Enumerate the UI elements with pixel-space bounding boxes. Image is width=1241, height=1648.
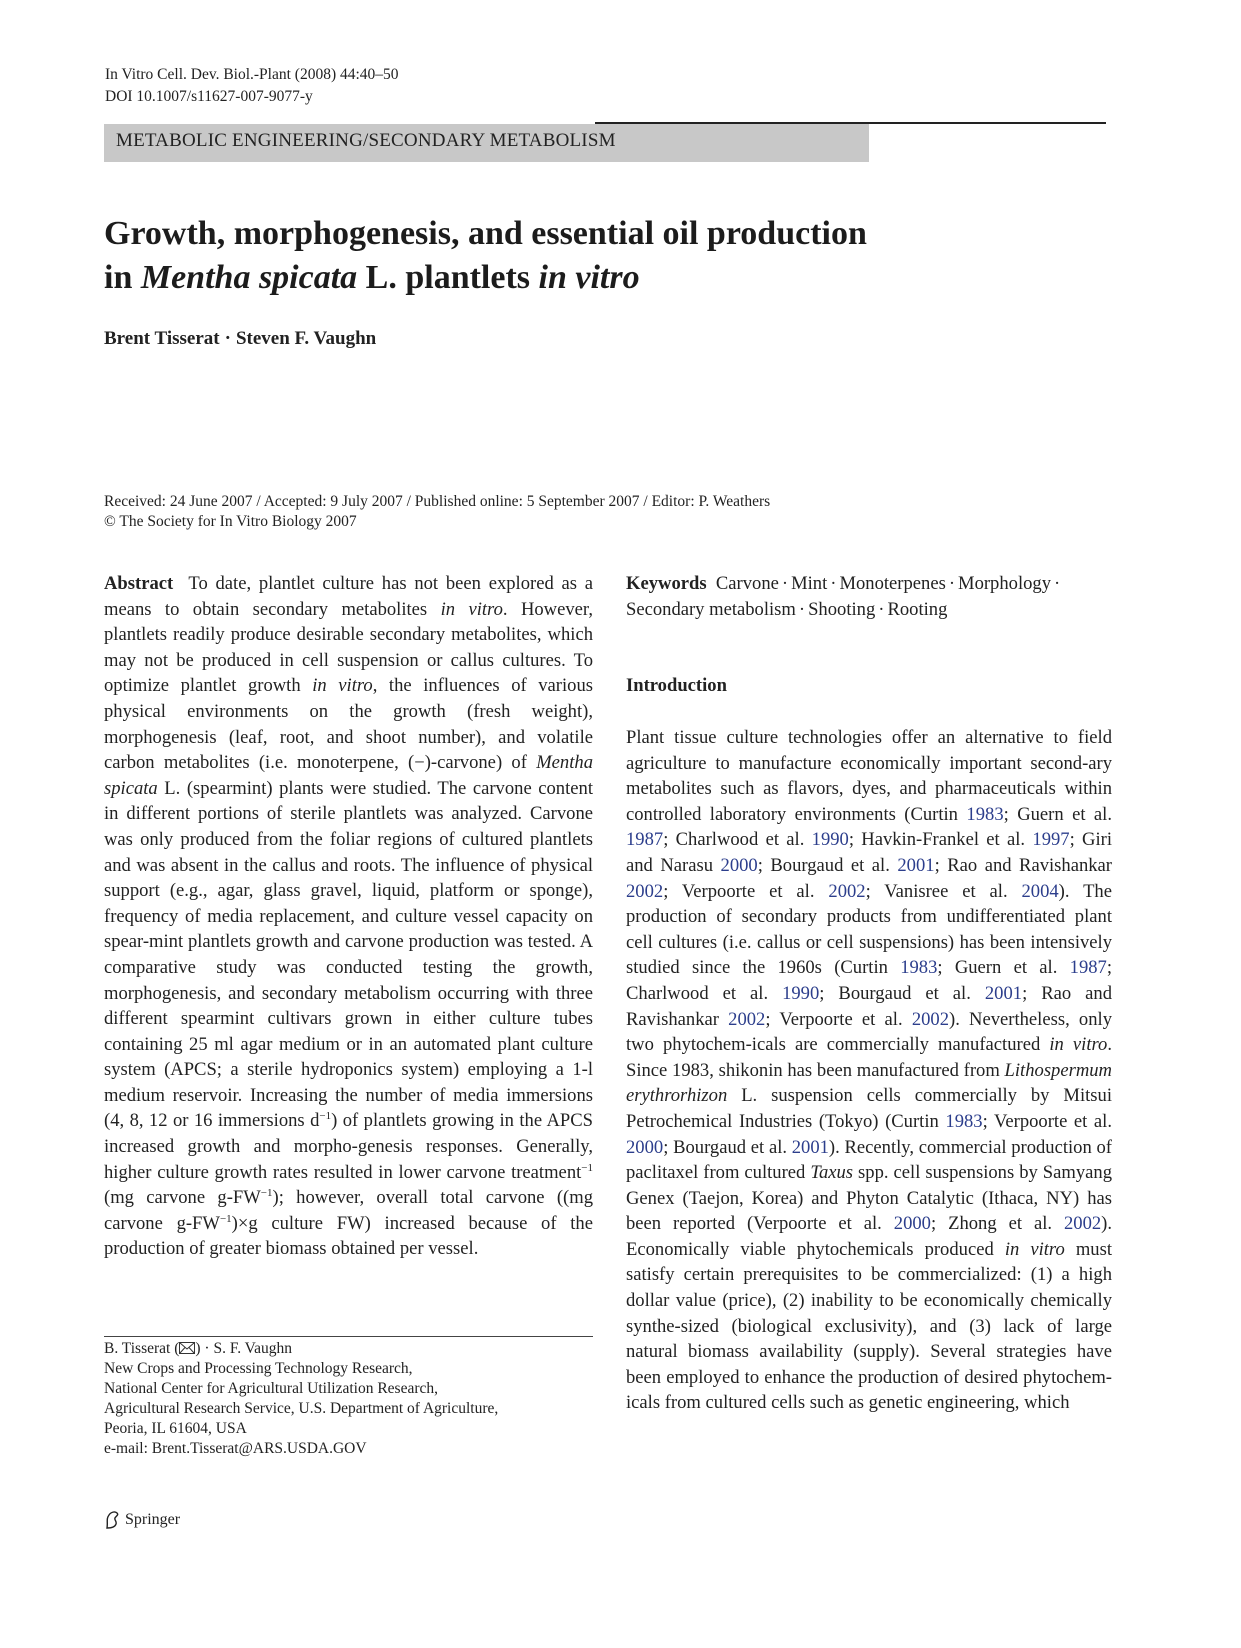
intro-text: L. suspension cells commercially by Mitsui Petrochemical Industries (Tokyo) (Curtin <box>626 1085 1112 1132</box>
footnote-text: B. Tisserat ( <box>104 1340 180 1357</box>
intro-text: must satisfy certain prerequisites to be commercialized: (1) a high dollar value (price), (2) inability to be economically chemically synthe-sized (biological exclusivity), and (3) lack of large natural biomass availability (supply). Several strategies have been employed to enhance the production of desired phytochem-icals from cultured cells such as genetic engineering, which <box>626 1238 1112 1414</box>
citation-link[interactable]: 1987 <box>626 829 664 851</box>
section-banner <box>104 124 869 162</box>
affiliation-line: National Center for Agricultural Utilization Research, <box>104 1380 438 1397</box>
citation-link[interactable]: 2002 <box>626 880 664 902</box>
citation-link[interactable]: 2000 <box>720 854 758 876</box>
citation-link[interactable]: 1990 <box>811 829 849 851</box>
intro-text: ; Charlwood et al. <box>626 957 1112 1004</box>
abstract-text: ); however, overall total carvone ((mg carvone g-FW <box>104 1187 593 1234</box>
intro-text: ; Verpoorte et al. <box>663 880 829 902</box>
citation-link[interactable]: 2002 <box>728 1008 766 1030</box>
citation-link[interactable]: 2001 <box>791 1136 829 1158</box>
abstract-text: ) of plantlets growing in the APCS increased growth and morpho-genesis responses. Generally, higher culture growth rates resulted in lower carvone treatment <box>104 1110 593 1183</box>
springer-horse-icon <box>104 1510 122 1530</box>
citation-link[interactable]: 2002 <box>1063 1213 1102 1235</box>
keyword-separator: · <box>830 573 837 594</box>
author-name: Brent Tisserat <box>104 328 220 349</box>
email-line[interactable]: e-mail: Brent.Tisserat@ARS.USDA.GOV <box>104 1440 367 1457</box>
abstract-text: )×g culture FW) increased because of the production of greater biomass obtained per vessel. <box>104 1212 593 1260</box>
keyword-separator: · <box>781 573 789 594</box>
intro-italic: in vitro <box>1004 1238 1065 1260</box>
keyword: Secondary metabolism <box>626 598 796 620</box>
citation-link[interactable]: 1990 <box>782 982 820 1004</box>
intro-italic: Taxus <box>810 1162 854 1184</box>
abstract-italic: in vitro <box>440 598 503 620</box>
title-part: L. plantlets <box>357 259 539 296</box>
keyword-separator: · <box>948 573 956 594</box>
author-list <box>104 328 376 350</box>
affiliation-line: Peoria, IL 61604, USA <box>104 1420 247 1437</box>
citation-link[interactable]: 2004 <box>1021 880 1059 902</box>
keywords-heading: Keywords <box>626 573 707 594</box>
superscript: −1 <box>319 1110 332 1123</box>
intro-text: ; Charlwood et al. <box>663 829 812 851</box>
intro-text: ; Bourgaud et al. <box>757 854 898 876</box>
citation-link[interactable]: 1997 <box>1032 829 1070 851</box>
intro-text: ). Recently, commercial production of paclitaxel from cultured <box>626 1136 1112 1184</box>
title-species: Mentha spicata <box>140 259 358 296</box>
abstract-text: , the influences of various physical environments on the growth (fresh weight), morphogenesis (leaf, root, and shoot number), and volatile carbon metabolites (i.e. monoterpene, (−)-carvone) of <box>104 675 593 774</box>
intro-text: ; Zhong et al. <box>930 1213 1064 1235</box>
article-title <box>104 212 1024 300</box>
keyword: Rooting <box>887 598 948 620</box>
intro-text: ). Economically viable phytochemicals produced <box>626 1213 1112 1260</box>
intro-text: ; Bourgaud et al. <box>819 982 985 1004</box>
intro-text: ; Rao and Ravishankar <box>626 982 1113 1030</box>
citation-link[interactable]: 1983 <box>945 1110 983 1132</box>
keyword: Shooting <box>808 598 876 620</box>
affiliation-line: Agricultural Research Service, U.S. Department of Agriculture, <box>104 1400 499 1417</box>
section-label: METABOLIC ENGINEERING/SECONDARY METABOLISM <box>116 130 616 151</box>
citation-link[interactable]: 2001 <box>897 854 935 876</box>
title-invitro: in vitro <box>538 259 640 296</box>
citation-link[interactable]: 1987 <box>1069 957 1107 979</box>
journal-line: In Vitro Cell. Dev. Biol.-Plant (2008) 44:40–50 <box>105 66 399 83</box>
abstract-heading: Abstract <box>104 573 174 594</box>
title-line-1: Growth, morphogenesis, and essential oil production <box>104 215 867 252</box>
citation-link[interactable]: 1983 <box>900 957 938 979</box>
doi-line: DOI 10.1007/s11627-007-9077-y <box>105 88 313 105</box>
intro-text: ; Guern et al. <box>937 957 1070 979</box>
keyword: Mint <box>791 573 828 594</box>
abstract-text: L. (spearmint) plants were studied. The carvone content in different portions of sterile plantlets was analyzed. Carvone was only produced from the foliar regions of cultured plantlets and was absent in the callus and roots. The influence of physical support (e.g., agar, glass gravel, liquid, platform or sponge), frequency of media replacement, and culture vessel capacity on spear-mint plantlets growth and carvone production was tested. A comparative study was conducted testing the growth, morphogenesis, and secondary metabolism occurring with three different spearmint cultivars grown in either culture tubes containing 25 ml agar medium or in an automated plant culture system (APCS; a sterile hydroponics system) employing a 1-l medium reservoir. Increasing the number of media immersions (4, 8, 12 or 16 immersions d <box>104 777 593 1132</box>
superscript: −1 <box>219 1212 232 1225</box>
author-name: Steven F. Vaughn <box>235 328 377 349</box>
citation-link[interactable]: 2002 <box>911 1008 949 1030</box>
intro-text: Plant tissue culture technologies offer an alternative to field agriculture to manufacture economically important second-ary metabolites such as flavors, dyes, and pharmaceuticals within controlled laboratory environments (Curtin <box>626 727 1112 825</box>
intro-text: spp. cell suspensions by Samyang Genex (Taejon, Korea) and Phyton Catalytic (Ithaca, NY) has been reported (Verpoorte et al. <box>626 1162 1112 1235</box>
keyword-separator: · <box>878 598 885 620</box>
keyword: Carvone <box>715 573 779 594</box>
citation-link[interactable]: 2000 <box>626 1136 664 1158</box>
superscript: −1 <box>260 1187 273 1200</box>
author-separator: · <box>224 328 231 349</box>
intro-text: ; Giri and Narasu <box>626 829 1112 876</box>
publisher-logo <box>104 1510 180 1530</box>
keyword-separator: · <box>1054 573 1061 594</box>
intro-text: ; Guern et al. <box>1003 803 1112 825</box>
abstract <box>104 571 593 1262</box>
author-affiliation <box>104 1339 593 1459</box>
abstract-text: To date, plantlet culture has not been explored as a means to obtain secondary metabolites <box>104 573 593 620</box>
copyright-line: © The Society for In Vitro Biology 2007 <box>104 513 357 530</box>
abstract-text: . However, plantlets readily produce desirable secondary metabolites, which may not be produced in cell suspension or callus cultures. To optimize plantlet growth <box>104 598 593 697</box>
intro-text: ; Verpoorte et al. <box>765 1008 912 1030</box>
keyword: Morphology <box>958 573 1051 594</box>
citation-link[interactable]: 1983 <box>966 803 1004 825</box>
corresponding-author <box>104 1339 593 1359</box>
affiliation-line: New Crops and Processing Technology Research, <box>104 1360 413 1377</box>
keyword: Monoterpenes <box>839 573 946 594</box>
journal-citation <box>105 64 399 108</box>
intro-italic: in vitro <box>1049 1034 1108 1056</box>
intro-text: ; Rao and Ravishankar <box>934 854 1112 876</box>
intro-italic: Lithospermum erythrorhizon <box>626 1059 1112 1107</box>
intro-text: . Since 1983, shikonin has been manufactured from <box>626 1034 1112 1081</box>
title-part: in <box>104 259 141 296</box>
intro-text: ). Nevertheless, only two phytochem-icals are commercially manufactured <box>626 1008 1112 1056</box>
keywords <box>626 571 1112 622</box>
abstract-text: (mg carvone g-FW <box>104 1187 261 1209</box>
title-line-2 <box>104 256 1024 300</box>
intro-text: ; Havkin-Frankel et al. <box>848 829 1033 851</box>
publication-history <box>104 492 1104 532</box>
superscript: −1 <box>581 1161 593 1174</box>
abstract-italic: in vitro <box>312 675 373 697</box>
footnote-rule <box>104 1336 593 1337</box>
introduction-body <box>626 725 1112 1416</box>
citation-link[interactable]: 2000 <box>893 1213 931 1235</box>
keyword-separator: · <box>798 598 806 620</box>
intro-text: ; Vanisree et al. <box>865 880 1022 902</box>
footnote-text: ) · S. F. Vaughn <box>195 1340 293 1357</box>
intro-text: ; Bourgaud et al. <box>663 1136 792 1158</box>
envelope-icon <box>179 1342 195 1354</box>
received-dates: Received: 24 June 2007 / Accepted: 9 July 2007 / Published online: 5 September 2007 / Editor: P. Weathers <box>104 493 771 510</box>
citation-link[interactable]: 2001 <box>984 982 1023 1004</box>
intro-text: ). The production of secondary products from undifferentiated plant cell cultures (i.e. callus or cell suspensions) has been intensively studied since the 1960s (Curtin <box>626 880 1112 979</box>
introduction-heading: Introduction <box>626 675 727 696</box>
intro-text: ; Verpoorte et al. <box>982 1110 1112 1132</box>
abstract-italic: Mentha spicata <box>104 752 593 799</box>
citation-link[interactable]: 2002 <box>828 880 866 902</box>
publisher-name: Springer <box>125 1511 181 1528</box>
